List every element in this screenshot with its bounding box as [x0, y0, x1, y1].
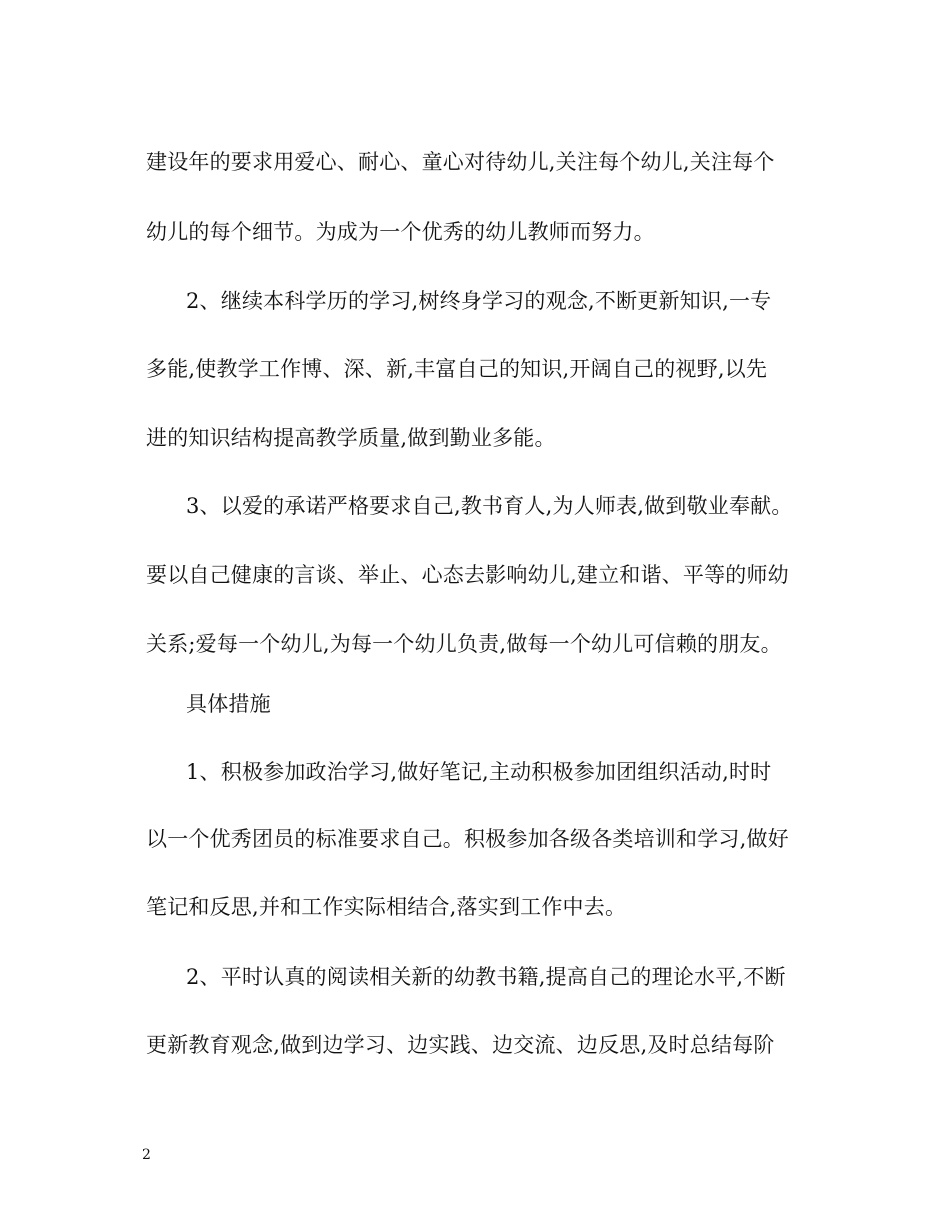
text-line-2: 幼儿的每个细节。为成为一个优秀的幼儿教师而努力。	[146, 220, 655, 244]
text-line-12: 笔记和反思,并和工作实际相结合,落实到工作中去。	[146, 895, 627, 919]
text-line-1: 建设年的要求用爱心、耐心、童心对待幼儿,关注每个幼儿,关注每个	[146, 150, 775, 174]
text-line-6: 3、以爱的承诺严格要求自己,教书育人,为人师表,做到敬业奉献。	[186, 494, 793, 518]
text-line-7: 要以自己健康的言谈、举止、心态去影响幼儿,建立和谐、平等的师幼	[146, 563, 789, 587]
text-line-11: 以一个优秀团员的标准要求自己。积极参加各级各类培训和学习,做好	[146, 827, 789, 851]
page-number: 2	[142, 1147, 151, 1163]
section-heading: 具体措施	[186, 692, 271, 716]
text-line-14: 更新教育观念,做到边学习、边实践、边交流、边反思,及时总结每阶	[146, 1033, 775, 1057]
text-line-10: 1、积极参加政治学习,做好笔记,主动积极参加团组织活动,时时	[186, 760, 772, 784]
text-line-5: 进的知识结构提高教学质量,做到勤业多能。	[146, 426, 556, 450]
text-line-4: 多能,使教学工作博、深、新,丰富自己的知识,开阔自己的视野,以先	[146, 357, 768, 381]
text-line-3: 2、继续本科学历的学习,树终身学习的观念,不断更新知识,一专	[186, 289, 772, 313]
text-line-13: 2、平时认真的阅读相关新的幼教书籍,提高自己的理论水平,不断	[186, 965, 786, 989]
text-line-8: 关系;爱每一个幼儿,为每一个幼儿负责,做每一个幼儿可信赖的朋友。	[146, 632, 782, 656]
